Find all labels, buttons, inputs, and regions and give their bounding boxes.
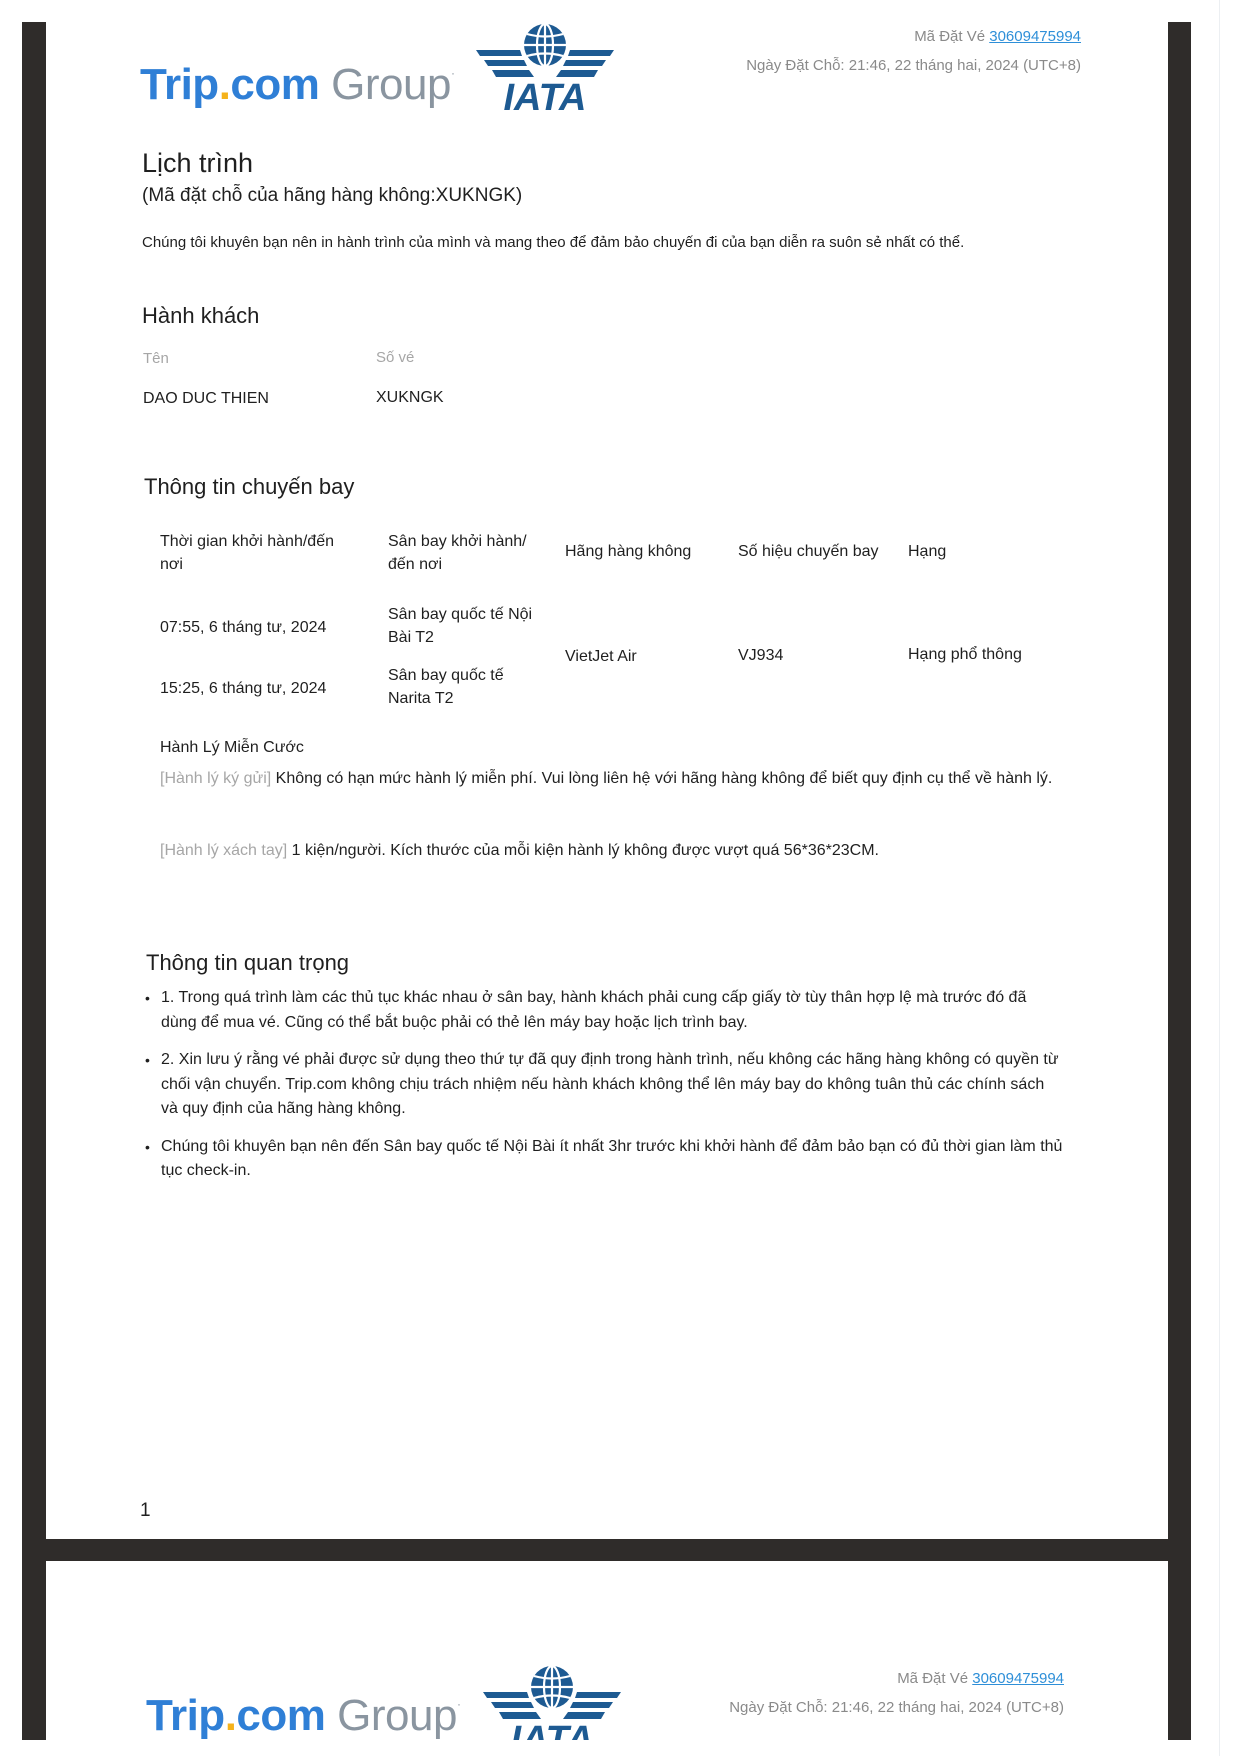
booking-number-link[interactable]: 30609475994 [972, 1670, 1064, 1687]
print-advice: Chúng tôi khuyên bạn nên in hành trình của mình và mang theo để đảm bảo chuyến đi của bạn diễn ra suôn sẻ nhất có thể. [142, 234, 965, 251]
important-info-list [145, 986, 1065, 1197]
col-header-flight-number: Số hiệu chuyến bay [738, 543, 879, 560]
col-header-time: Thời gian khởi hành/đến nơi [160, 533, 334, 573]
col-header-airport: Sân bay khởi hành/đến nơi [388, 533, 527, 573]
arrival-time: 15:25, 6 tháng tư, 2024 [160, 680, 327, 697]
booking-number-line [897, 1670, 1064, 1687]
col-header-class: Hạng [908, 543, 947, 560]
passengers-title: Hành khách [142, 303, 260, 328]
carry-on-baggage-info [160, 838, 1060, 864]
itinerary-title: Lịch trình [142, 148, 254, 178]
col-header-airline: Hãng hàng không [565, 543, 692, 560]
trip-com-group-logo: Trip.com Group· [146, 1691, 461, 1740]
booking-number-link[interactable]: 30609475994 [989, 28, 1081, 45]
airline-name: VietJet Air [565, 648, 637, 665]
iata-logo [476, 22, 614, 114]
carry-on-baggage-tag: [Hành lý xách tay] [160, 842, 288, 859]
departure-time: 07:55, 6 tháng tư, 2024 [160, 619, 327, 636]
carry-on-baggage-text: 1 kiện/người. Kích thước của mỗi kiện hành lý không được vượt quá 56*36*23CM. [291, 842, 879, 859]
flight-info-title: Thông tin chuyến bay [144, 474, 355, 499]
booking-number-label: Mã Đặt Vé [914, 28, 986, 45]
scan-edge-line [1219, 0, 1220, 1756]
trip-com-group-logo: Trip.com Group· [140, 60, 455, 109]
passenger-name: DAO DUC THIEN [143, 390, 269, 407]
important-info-title: Thông tin quan trọng [146, 950, 350, 975]
departure-airport: Sân bay quốc tế Nội Bài T2 [388, 606, 533, 646]
booking-number-line [914, 28, 1081, 45]
scan-border-left [22, 22, 46, 1740]
flight-number: VJ934 [738, 647, 784, 664]
booking-number-label: Mã Đặt Vé [897, 1670, 969, 1687]
page-2-header [46, 1561, 1168, 1756]
passenger-ticket-header: Số vé [376, 349, 415, 366]
checked-baggage-info [160, 766, 1060, 792]
arrival-airport: Sân bay quốc tế Narita T2 [388, 667, 504, 707]
passenger-name-header: Tên [143, 350, 169, 367]
important-info-item: • 1. Trong quá trình làm các thủ tục khác nhau ở sân bay, hành khách phải cung cấp giấy tờ tùy thân hợp lệ mà trước đó đã dùng để mua vé. Cũng có thể bắt buộc phải có thẻ lên máy bay hoặc lịch trình bay. [145, 986, 1065, 1035]
baggage-allowance-title: Hành Lý Miễn Cước [160, 739, 304, 756]
booking-date: Ngày Đặt Chỗ: 21:46, 22 tháng hai, 2024 (UTC+8) [729, 1699, 1064, 1716]
important-info-item: • 2. Xin lưu ý rằng vé phải được sử dụng theo thứ tự đã quy định trong hành trình, nếu không các hãng hàng không có quyền từ chối vận chuyển. Trip.com không chịu trách nhiệm nếu hành khách không thể lên máy bay do không tuân thủ các chính sách và quy định của hãng hàng không. [145, 1048, 1065, 1122]
iata-logo [483, 1664, 621, 1756]
booking-date: Ngày Đặt Chỗ: 21:46, 22 tháng hai, 2024 (UTC+8) [746, 57, 1081, 74]
checked-baggage-tag: [Hành lý ký gửi] [160, 770, 272, 787]
page-break-divider [46, 1539, 1168, 1561]
checked-baggage-text: Không có hạn mức hành lý miễn phí. Vui lòng liên hệ với hãng hàng không để biết quy định cụ thể về hành lý. [275, 770, 1053, 787]
airline-pnr: (Mã đặt chỗ của hãng hàng không:XUKNGK) [142, 185, 523, 206]
cabin-class: Hạng phổ thông [908, 646, 1022, 663]
svg-text:IATA: IATA [503, 77, 587, 114]
scan-border-right [1168, 22, 1191, 1740]
svg-text:IATA: IATA [510, 1719, 594, 1756]
important-info-item: • Chúng tôi khuyên bạn nên đến Sân bay quốc tế Nội Bài ít nhất 3hr trước khi khởi hành để đảm bảo bạn có đủ thời gian làm thủ tục check-in. [145, 1135, 1065, 1184]
passenger-ticket-number: XUKNGK [376, 389, 444, 406]
page-number: 1 [140, 1500, 151, 1521]
